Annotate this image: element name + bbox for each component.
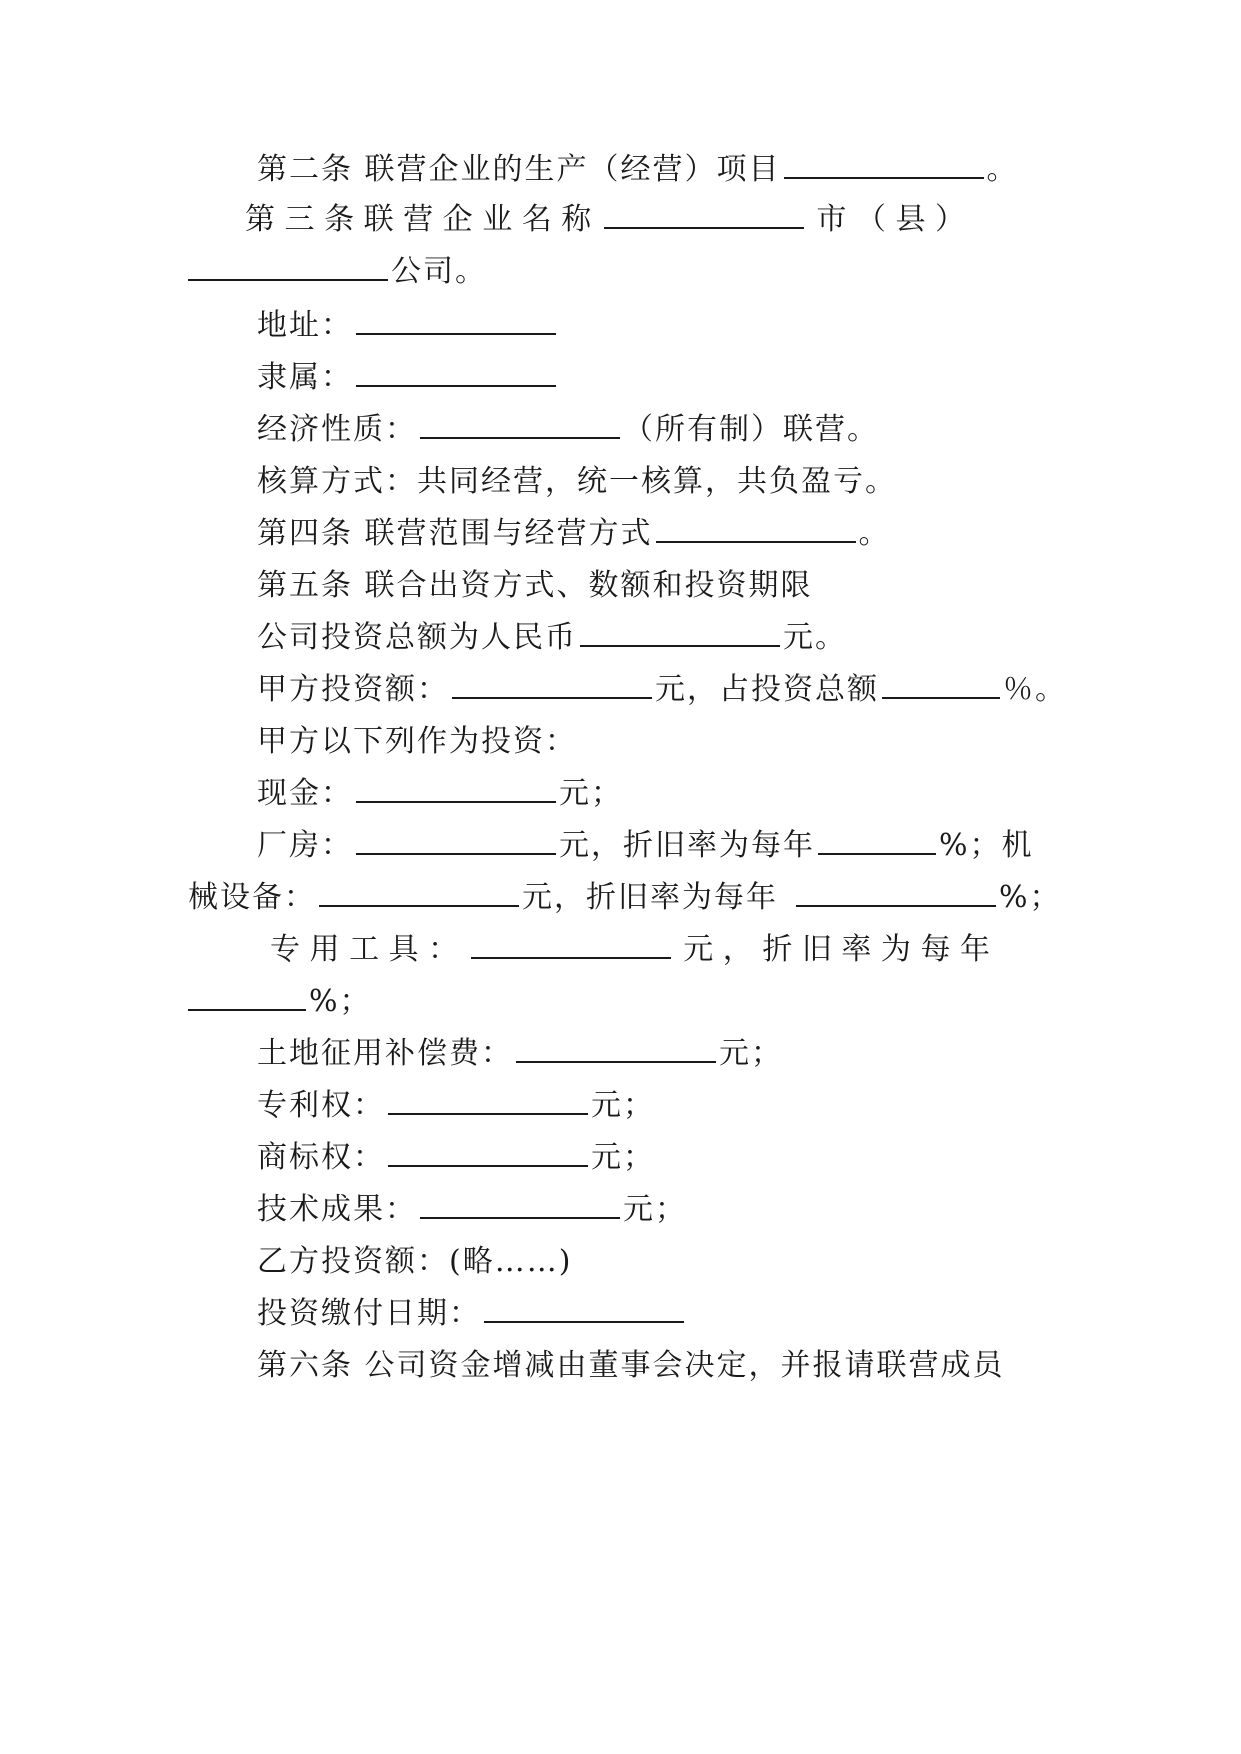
- party-a-percent-blank[interactable]: [882, 675, 1000, 699]
- machine-label: 械设备：: [188, 880, 316, 915]
- trademark-label: 商标权：: [257, 1140, 385, 1175]
- land-unit: 元；: [719, 1036, 783, 1071]
- land-label: 土地征用补偿费：: [257, 1036, 513, 1071]
- accounting-text: 核算方式：共同经营，统一核算，共负盈亏。: [257, 464, 897, 499]
- article-2-line: [257, 150, 1057, 190]
- trademark-unit: 元；: [591, 1140, 655, 1175]
- land-blank[interactable]: [516, 1039, 716, 1063]
- machine-line: [188, 878, 1062, 918]
- article-6-line: [257, 1346, 1057, 1386]
- affiliation-line: [257, 358, 1057, 398]
- affiliation-label: 隶属：: [257, 360, 353, 395]
- party-a-list-line: [257, 722, 1057, 762]
- tools-amount-blank[interactable]: [471, 935, 671, 959]
- plant-rate-label: 元，折旧率为每年: [559, 828, 815, 863]
- plant-line: [257, 826, 1057, 866]
- article-3-line: [245, 200, 1045, 240]
- article-3-city: 市 （ 县 ）: [816, 202, 965, 237]
- address-blank[interactable]: [356, 311, 556, 335]
- article-2-end: 。: [986, 152, 1019, 187]
- article-4-end: 。: [858, 516, 891, 551]
- article-3-cont: [188, 252, 988, 292]
- party-a-share-label: 元，占投资总额: [655, 672, 879, 707]
- cash-unit: 元；: [559, 776, 623, 811]
- article-6-text: 第六条 公司资金增减由董事会决定，并报请联营成员: [257, 1348, 1005, 1383]
- patent-unit: 元；: [591, 1088, 655, 1123]
- party-a-percent-sign: ％。: [1003, 672, 1067, 707]
- nature-line: [257, 410, 1057, 450]
- party-a-label: 甲方投资额：: [257, 672, 449, 707]
- nature-suffix: （所有制）联营。: [623, 412, 879, 447]
- affiliation-blank[interactable]: [356, 363, 556, 387]
- article-5-line: [257, 566, 1057, 606]
- article-4-line: [257, 514, 1057, 554]
- cash-label: 现金：: [257, 776, 353, 811]
- trademark-blank[interactable]: [388, 1143, 588, 1167]
- trademark-line: [257, 1138, 1057, 1178]
- plant-amount-blank[interactable]: [356, 831, 556, 855]
- total-investment-label: 公司投资总额为人民币: [257, 620, 577, 655]
- party-a-amount-blank[interactable]: [452, 675, 652, 699]
- paydate-blank[interactable]: [484, 1299, 684, 1323]
- tools-rate-blank[interactable]: [188, 987, 306, 1011]
- machine-rate-label: 元，折旧率为每年: [522, 880, 778, 915]
- company-name-blank[interactable]: [188, 257, 388, 281]
- project-blank[interactable]: [784, 155, 984, 179]
- plant-rate-suffix: %；机: [939, 828, 1034, 863]
- plant-label: 厂房：: [257, 828, 353, 863]
- patent-blank[interactable]: [388, 1091, 588, 1115]
- machine-rate-blank[interactable]: [796, 883, 996, 907]
- tools-label: 专 用 工 具 ：: [270, 932, 459, 967]
- plant-rate-blank[interactable]: [818, 831, 936, 855]
- address-line: [257, 306, 1057, 346]
- machine-amount-blank[interactable]: [319, 883, 519, 907]
- tech-blank[interactable]: [420, 1195, 620, 1219]
- paydate-label: 投资缴付日期：: [257, 1296, 481, 1331]
- machine-rate-suffix: %；: [999, 880, 1062, 915]
- party-a-list-text: 甲方以下列作为投资：: [257, 724, 577, 759]
- article-5-text: 第五条 联合出资方式、数额和投资期限: [257, 568, 813, 603]
- article-3-text: 第 三 条 联 营 企 业 名 称: [245, 202, 592, 237]
- scope-blank[interactable]: [656, 519, 856, 543]
- accounting-line: [257, 462, 1057, 502]
- party-a-investment-line: [257, 670, 1067, 710]
- cash-blank[interactable]: [356, 779, 556, 803]
- city-blank[interactable]: [604, 205, 804, 229]
- tools-line: [270, 930, 1070, 970]
- tools-cont-line: [188, 982, 988, 1022]
- address-label: 地址：: [257, 308, 353, 343]
- cash-line: [257, 774, 1057, 814]
- nature-blank[interactable]: [420, 415, 620, 439]
- tech-label: 技术成果：: [257, 1192, 417, 1227]
- tech-line: [257, 1190, 1057, 1230]
- patent-line: [257, 1086, 1057, 1126]
- total-investment-unit: 元。: [783, 620, 847, 655]
- tech-unit: 元；: [623, 1192, 687, 1227]
- total-investment-line: [257, 618, 1057, 658]
- party-b-text: 乙方投资额：(略……): [257, 1244, 573, 1279]
- party-b-line: [257, 1242, 1057, 1282]
- article-4-text: 第四条 联营范围与经营方式: [257, 516, 653, 551]
- tools-rate-label: 元 ， 折 旧 率 为 每 年: [683, 932, 991, 967]
- article-2-text: 第二条 联营企业的生产（经营）项目: [257, 152, 781, 187]
- land-line: [257, 1034, 1057, 1074]
- patent-label: 专利权：: [257, 1088, 385, 1123]
- tools-rate-suffix: %；: [309, 984, 372, 1019]
- paydate-line: [257, 1294, 1057, 1334]
- total-investment-blank[interactable]: [580, 623, 780, 647]
- nature-label: 经济性质：: [257, 412, 417, 447]
- article-3-company: 公司。: [391, 254, 487, 289]
